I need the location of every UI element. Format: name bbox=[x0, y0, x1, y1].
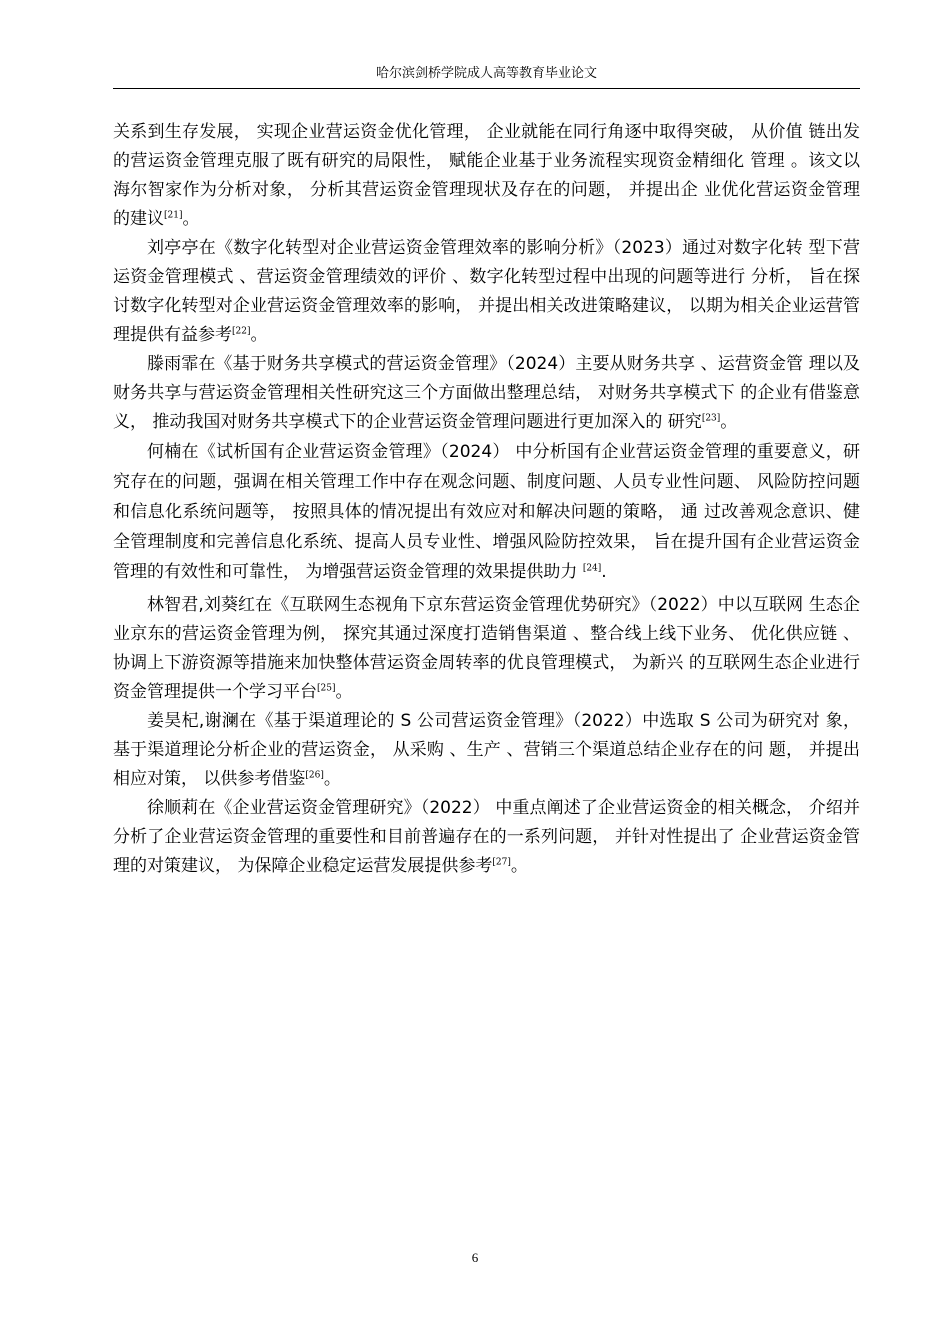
citation-marker: [25] bbox=[317, 683, 336, 694]
page-header bbox=[113, 62, 860, 89]
paragraph bbox=[113, 591, 860, 707]
paragraph-tail: 。 bbox=[182, 209, 200, 229]
paragraph-text: 姜昊杞,谢澜在《基于渠道理论的 S 公司营运资金管理》（2022）中选取 S 公司为研究对 象， 基于渠道理论分析企业的营运资金， 从采购 、生产 、营销三个渠道总结企业存在的问 题， 并提出相应对策， 以供参考借鉴 bbox=[113, 711, 860, 789]
paragraph-text: 关系到生存发展， 实现企业营运资金优化管理， 企业就能在同行角逐中取得突破， 从价值 链出发的营运资金管理克服了既有研究的局限性， 赋能企业基于业务流程实现资金精细化 管理 。该文以海尔智家作为分析对象， 分析其营运资金管理现状及存在的问题， 并提出企 业优化营运资金管理的建议 bbox=[113, 122, 860, 229]
paragraph bbox=[113, 118, 860, 234]
paragraph-tail: 。 bbox=[323, 769, 341, 789]
citation-marker: [21] bbox=[164, 210, 183, 221]
citation-marker: [22] bbox=[232, 326, 251, 337]
citation-marker: [23] bbox=[701, 413, 721, 424]
paragraph bbox=[113, 707, 860, 794]
paragraph-text: 刘亭亭在《数字化转型对企业营运资金管理效率的影响分析》（2023）通过对数字化转 型下营运资金管理模式 、营运资金管理绩效的评价 、数字化转型过程中出现的问题等进行 分析， 旨在探讨数字化转型对企业营运资金管理效率的影响， 并提出相关改进策略建议， 以期为相关企业运营管理提供有益参考 bbox=[113, 238, 860, 345]
page-number: 6 bbox=[471, 1250, 479, 1265]
citation-marker: [24] bbox=[582, 563, 602, 574]
paragraph-text: 滕雨霏在《基于财务共享模式的营运资金管理》（2024）主要从财务共享 、运营资金管 理以及财务共享与营运资金管理相关性研究这三个方面做出整理总结， 对财务共享模式下 的企业有借鉴意义， 推动我国对财务共享模式下的企业营运资金管理问题进行更加深入的 研究 bbox=[113, 354, 860, 432]
body-text bbox=[113, 118, 860, 881]
header-title: 哈尔滨剑桥学院成人高等教育毕业论文 bbox=[375, 66, 597, 81]
paragraph-text: 徐顺莉在《企业营运资金管理研究》（2022） 中重点阐述了企业营运资金的相关概念， 介绍并分析了企业营运资金管理的重要性和目前普遍存在的一系列问题， 并针对性提出了 企业营运资金管理的对策建议， 为保障企业稳定运营发展提供参考 bbox=[113, 798, 860, 876]
paragraph-tail: 。 bbox=[250, 325, 268, 345]
paragraph-tail: . bbox=[601, 562, 607, 582]
paragraph-tail: 。 bbox=[720, 412, 738, 432]
paragraph bbox=[113, 350, 860, 437]
paragraph bbox=[113, 794, 860, 881]
paragraph-tail: 。 bbox=[510, 856, 528, 876]
citation-marker: [27] bbox=[492, 857, 511, 868]
paragraph bbox=[113, 234, 860, 350]
paragraph-tail: 。 bbox=[335, 682, 353, 702]
citation-marker: [26] bbox=[305, 770, 324, 781]
paragraph-text: 林智君,刘葵红在《互联网生态视角下京东营运资金管理优势研究》（2022）中以互联网 生态企业京东的营运资金管理为例， 探究其通过深度打造销售渠道 、整合线上线下业务、 优化供应链 、协调上下游资源等措施来加快整体营运资金周转率的优良管理模式， 为新兴 的互联网生态企业进行资金管理提供一个学习平台 bbox=[113, 595, 860, 702]
paragraph-text: 何楠在《试析国有企业营运资金管理》（2024） 中分析国有企业营运资金管理的重要意义，研究存在的问题，强调在相关管理工作中存在观念问题、制度问题、人员专业性问题、 风险防控问题和信息化系统问题等， 按照具体的情况提出有效应对和解决问题的策略， 通 过改善观念意识、健全管理制度和完善信息化系统、提高人员专业性、增强风险防控效果， 旨在提升国有企业营运资金管理的有效性和可靠性， 为增强营运资金管理的效果提供助力 bbox=[113, 442, 860, 582]
paragraph bbox=[113, 437, 860, 587]
